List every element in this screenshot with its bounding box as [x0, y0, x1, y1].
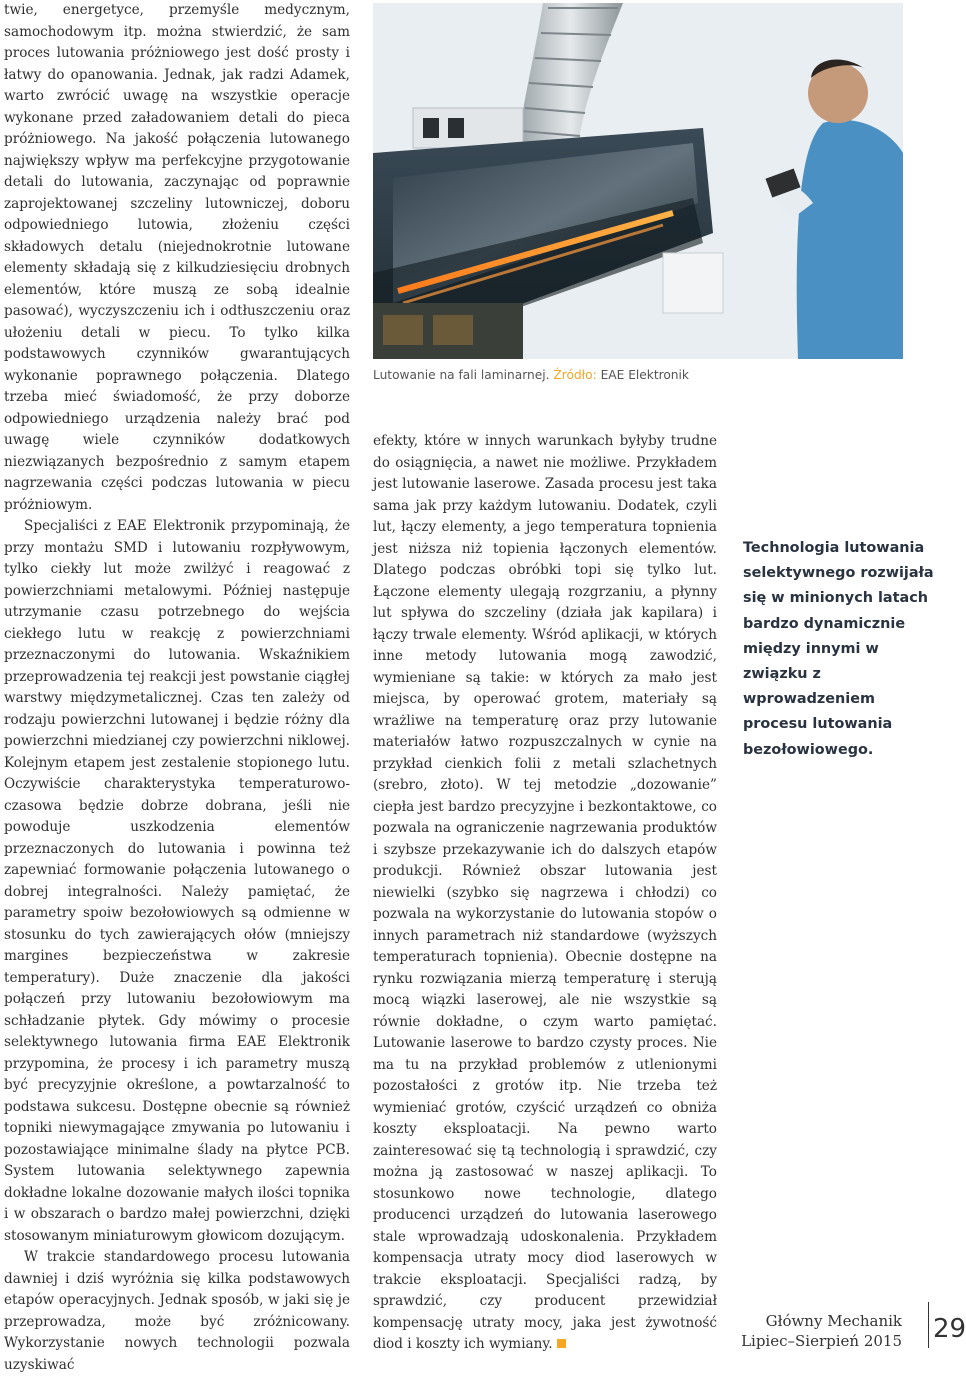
- paragraph: twie, energetyce, przemyśle medycznym, samochodowym itp. można stwierdzić, że sam proces lutowania próżniowego jest dość prosty i łatwy do opanowania. Jednak, jak radzi Adamek, warto zwrócić uwagę na wszystkie operacje wykonane przed załadowaniem detali do pieca próżniowego. Na jakość połączenia lutowanego największy wpływ ma perfekcyjne przygotowanie detali do lutowania, zaczynając od poprawnie zaprojektowanej szczeliny lutowniczej, doboru odpowiedniego lutowia, złożeniu części składowych detalu (niejednokrotnie lutowane elementy składają się z kilkudziesięciu drobnych elementów, które muszą ze sobą idealnie pasować), wyczyszczeniu ich i odtłuszczeniu oraz ułożeniu detali w piecu. To tylko kilka podstawowych czynników gwarantujących wykonanie poprawnego połączenia. Dlatego trzeba mieć świadomość, że przy doborze odpowiedniego urządzenia należy brać pod uwagę wiele czynników dodatkowych niezwiązanych bezpośrednio z samym etapem nagrzewania części podczas lutowania w piecu próżniowym.: [4, 2, 350, 513]
- paragraph: W trakcie standardowego procesu lutowania dawniej i dziś wyróżnia się kilka podstawowych etapów operacyjnych. Jednak sposób, w jaki się je przeprowadza, może być zróżnicowany. Wykorzystanie nowych technologii pozwala uzyskiwać: [4, 1249, 350, 1373]
- end-of-article-square-icon: [557, 1339, 566, 1348]
- footer-magazine-info: [741, 1311, 902, 1351]
- paragraph: [373, 431, 717, 1356]
- paragraph: Specjaliści z EAE Elektronik przypominają, że przy montażu SMD i lutowaniu rozpływowym, tylko ciekły lut może zwilżyć i reagować z powierzchniami metalowymi. Później następuje utrzymanie czasu potrzebnego do wejścia ciekłego lutu w reakcję z powierzchniami przeznaczonymi do lutowania. Wskaźnikiem przeprowadzenia tej reakcji jest powstanie ciągłej warstwy międzymetalicznej. Czas ten zależy od rodzaju powierzchni lutowanej i będzie różny dla powierzchni miedzianej czy powierzchni niklowej. Kolejnym etapem jest zestalenie stopionego lutu. Oczywiście charakterystyka temperaturowo-czasowa będzie dobrze dobrana, jeśli nie powoduje uszkodzenia elementów przeznaczonych do lutowania i powinna też zapewniać formowanie połączenia lutowanego o dobrej integralności. Należy pamiętać, że parametry spoiw bezołowiowych są odmienne w stosunku do tych zawierających ołów (mniejszy margines bezpieczeństwa w zakresie temperatury). Duże znaczenie dla jakości połączeń przy lutowaniu bezołowiowym ma schładzanie płytek. Gdy mówimy o procesie selektywnego lutowania firma EAE Elektronik przypomina, że procesy i ich parametry muszą być precyzyjnie określone, a powtarzalność to podstawa sukcesu. Dostępne obecnie są również topniki niewymagające zmywania po lutowaniu i pozostawiające minimalne ślady na płytce PCB. System lutowania selektywnego zapewnia dokładne lokalne dozowanie małych ilości topnika i w obszarach o bardzo małej powierzchni, dzięki stosowanym miniaturowym głowicom dozującym.: [4, 518, 350, 1244]
- left-article-column: [4, 0, 350, 1376]
- paragraph-text: efekty, które w innych warunkach byłyby trudne do osiągnięcia, a nawet nie możliwe. Przykładem jest lutowanie laserowe. Zasada procesu jest taka sama jak przy każdym lutowaniu. Dodatek, czyli lut, łączy elementy, a jego temperatura topnienia jest niższa niż topienia łączonych elementów. Dlatego podczas obróbki topi się tylko lut. Łączone elementy ulegają rozgrzaniu, a płynny lut spływa do szczeliny (działa jak kapilara) i łączy trwale elementy. Wśród aplikacji, w których inne metody lutowania mogą zawodzić, wymieniane są takie: w których za mało jest miejsca, by operować grotem, materiały są wrażliwe na temperaturę oraz przy lutowanie materiałów łatwo rozpuszczalnych w cynie na przykład cienkich folii z metali szlachetnych (srebro, złoto). W tej metodzie „dozowanie” ciepła jest bardzo precyzyjne i bezkontaktowe, co pozwala na ograniczenie nagrzewania produktów i szybsze przekazywanie ich do dalszych etapów produkcji. Również obszar lutowania jest niewielki (szybko się nagrzewa i chłodzi) co pozwala na wykorzystanie do lutowania stopów o innych parametrach niż standardowe (wyższych temperaturach topnienia). Obecnie dostępne na rynku rozwiązania mierzą temperaturę i sterują mocą wiązki laserowej, ale nie wszystkie są równie dokładne, o czym warto pamiętać. Lutowanie laserowe to bardzo czysty proces. Nie ma tu na przykład problemów z utlenionymi pozostałości z grotów itp. Nie trzeba też wymieniać grotów, czyścić urządzeń co obniża koszty eksploatacji. Na pewno warto zainteresować się tą technologią i sprawdzić, czy można ją zastosować w naszej aplikacji. To stosunkowo nowe technologie, dlatego producenci urządzeń do lutowania laserowego stale wprowadzają udoskonalenia. Przykładem kompensacja utraty mocy diod laserowych w trakcie eksploatacji. Specjaliści radzą, by sprawdzić, czy producent przewidział kompensację utraty mocy, jaka jest żywotność diod i koszty ich wymiany.: [373, 433, 717, 1352]
- footer-divider: [928, 1302, 929, 1348]
- caption-source-label: Źródło:: [553, 368, 597, 382]
- middle-article-column: [373, 431, 717, 1356]
- pull-quote: Technologia lutowania selektywnego rozwijała się w minionych latach bardzo dynamicznie między innymi w związku z wprowadzeniem procesu lutowania bezołowiowego.: [743, 540, 934, 758]
- caption-source-value: EAE Elektronik: [596, 368, 689, 382]
- page-number: 29: [933, 1314, 966, 1344]
- article-photo: [373, 3, 903, 359]
- magazine-title: Główny Mechanik: [765, 1312, 902, 1330]
- photo-caption: [373, 368, 903, 382]
- issue-date: Lipiec–Sierpień 2015: [741, 1332, 902, 1350]
- caption-text: Lutowanie na fali laminarnej.: [373, 368, 554, 382]
- photo-wave-soldering-machine-icon: [373, 3, 903, 359]
